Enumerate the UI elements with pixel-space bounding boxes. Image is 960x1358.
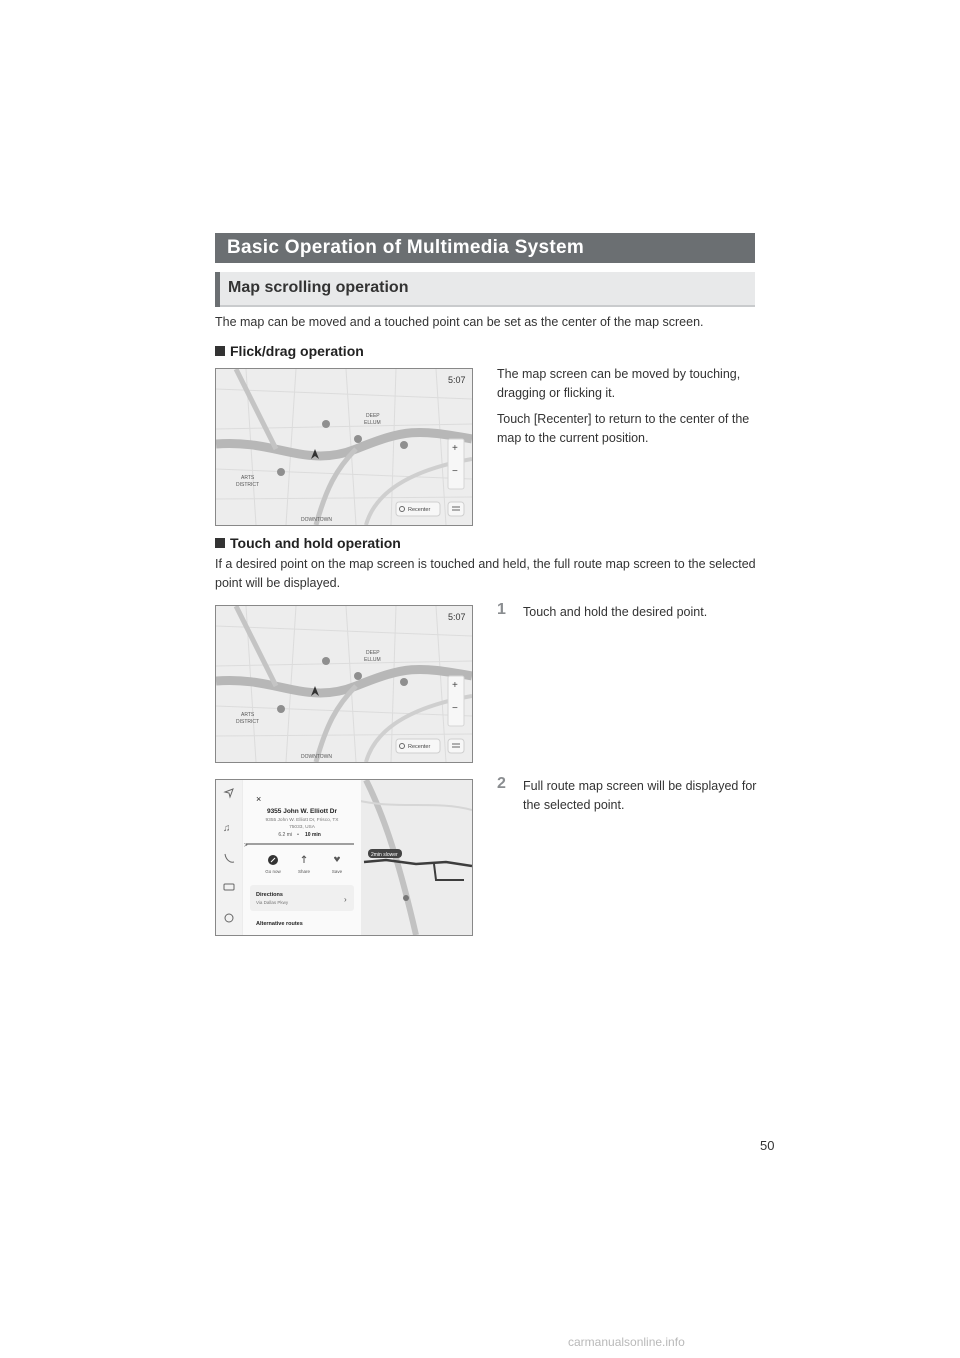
touch-heading [215, 535, 401, 551]
map-label-deep: DEEP [366, 413, 380, 419]
step-1-text: Touch and hold the desired point. [523, 605, 708, 619]
step-1-number: 1 [497, 601, 506, 618]
map-label-ellum: ELLUM [364, 657, 381, 663]
map-label-deep: DEEP [366, 650, 380, 656]
close-button[interactable]: × [256, 794, 262, 804]
recenter-label: Recenter [408, 744, 431, 750]
route-distance: 6.2 mi [278, 832, 292, 838]
recenter-label: Recenter [408, 507, 431, 513]
map-image-2 [216, 606, 472, 762]
directions-subtitle: Via Dallas Pkwy [256, 900, 289, 905]
zoom-out-button[interactable]: − [452, 466, 458, 477]
step-2-text: Full route map screen will be displayed for the selected point. [523, 779, 757, 812]
go-now-label[interactable]: Go now [265, 869, 281, 874]
chevron-right-icon: › [344, 895, 347, 904]
map-image-1 [216, 369, 472, 525]
chapter-header-bar [215, 233, 755, 263]
map-label-district: DISTRICT [236, 482, 260, 488]
progress-arrow-icon: > [244, 843, 248, 849]
place-name: 9355 John W. Elliott Dr [266, 808, 338, 815]
square-bullet-icon [215, 538, 225, 548]
directions-title: Directions [256, 892, 283, 898]
route-image [216, 780, 472, 935]
map-label-arts: ARTS [241, 475, 255, 481]
touch-heading-text: Touch and hold operation [230, 535, 401, 551]
map-time: 5:07 [448, 375, 466, 385]
map-screenshot-2 [215, 605, 473, 763]
flick-heading [215, 343, 364, 359]
route-screenshot [215, 779, 473, 936]
alternative-routes[interactable]: Alternative routes [256, 921, 303, 927]
section-accent [215, 272, 220, 307]
zoom-out-button[interactable]: − [452, 703, 458, 714]
route-separator: • [297, 832, 299, 838]
route-callout-label: 2min slower [371, 852, 398, 858]
map-label-arts: ARTS [241, 712, 255, 718]
address-line-1: 9355 John W. Elliott Dr, Frisco, TX [265, 818, 339, 823]
map-label-ellum: ELLUM [364, 420, 381, 426]
flick-para-1: The map screen can be moved by touching, dragging or flicking it. [497, 367, 741, 400]
map-screenshot-1 [215, 368, 473, 526]
flick-para-2: Touch [Recenter] to return to the center of the map to the current position. [497, 412, 750, 445]
square-bullet-icon [215, 346, 225, 356]
menu-button[interactable] [448, 739, 464, 753]
step-2-number: 2 [497, 775, 506, 792]
route-duration: 10 min [305, 832, 321, 838]
watermark: carmanualsonline.info [568, 1335, 685, 1349]
map-label-downtown: DOWNTOWN [301, 754, 333, 760]
page-number: 50 [760, 1138, 775, 1153]
share-label[interactable]: Share [297, 869, 311, 874]
intro-text: The map can be moved and a touched point can be set as the center of the map screen. [215, 315, 704, 329]
zoom-in-button[interactable]: + [452, 443, 458, 454]
section-header-bar [215, 272, 755, 307]
touch-description: If a desired point on the map screen is touched and held, the full route map screen to the selected point will be displayed. [215, 557, 756, 590]
map-time: 5:07 [448, 612, 466, 622]
map-label-district: DISTRICT [236, 719, 260, 725]
section-title: Map scrolling operation [228, 279, 409, 296]
save-label[interactable]: Save [331, 869, 343, 874]
address-line-2: 75033, USA [289, 825, 315, 830]
music-icon[interactable]: ♫ [223, 823, 231, 834]
zoom-in-button[interactable]: + [452, 680, 458, 691]
flick-heading-text: Flick/drag operation [230, 343, 364, 359]
map-label-downtown: DOWNTOWN [301, 517, 333, 523]
directions-row[interactable] [250, 885, 354, 911]
chapter-title: Basic Operation of Multimedia System [227, 237, 585, 258]
menu-button[interactable] [448, 502, 464, 516]
